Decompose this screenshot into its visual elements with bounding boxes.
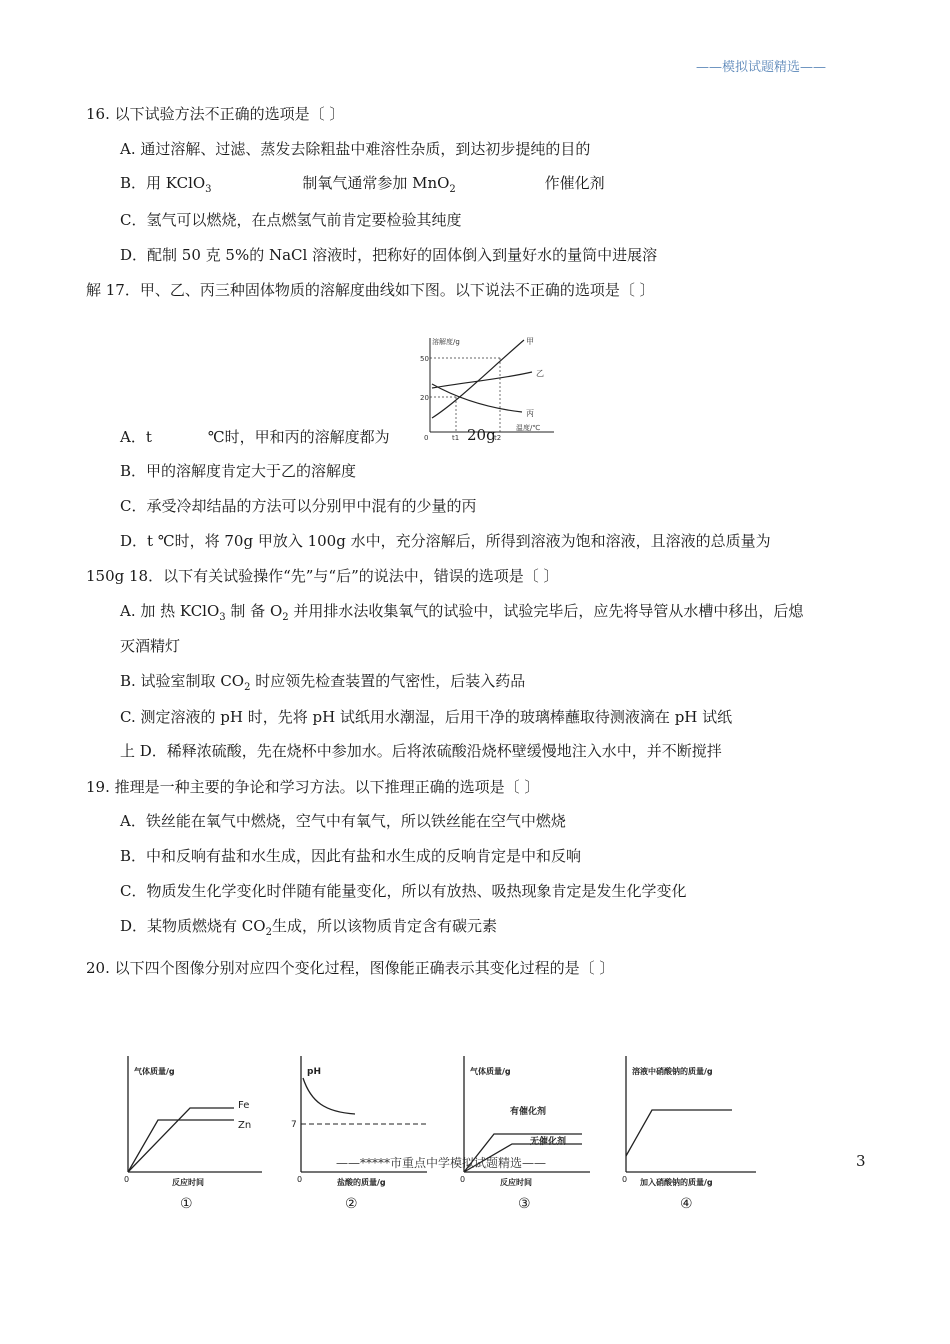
x-tick-t1: t1 <box>452 434 460 442</box>
q18-option-a-line2: 灭酒精灯 <box>120 637 181 655</box>
page-number: 3 <box>856 1152 866 1170</box>
label-with-catalyst: 有催化剂 <box>510 1107 547 1117</box>
y-axis-label: 气体质量/g <box>134 1067 175 1076</box>
origin-label: 0 <box>460 1175 466 1184</box>
ph-curve <box>303 1078 355 1114</box>
y-tick-20: 20 <box>420 394 429 402</box>
line-zn <box>128 1120 234 1172</box>
y-axis-label: 溶解度/g <box>432 338 460 346</box>
figure-number: ④ <box>680 1196 693 1212</box>
q20-stem: 20. 以下四个图像分别对应四个变化过程，图像能正确表示其变化过程的是〔 〕 <box>86 959 615 977</box>
q18-stem: 150g 18．以下有关试验操作“先”与“后”的说法中，错误的选项是〔 〕 <box>86 567 559 585</box>
curve-jia <box>432 340 524 418</box>
q19-option-c: C．物质发生化学变化时伴随有能量变化，所以有放热、吸热现象肯定是发生化学变化 <box>120 882 687 900</box>
q16-option-a: A. 通过溶解、过滤、蒸发去除粗盐中难溶性杂质，到达初步提纯的目的 <box>120 140 591 158</box>
q18-option-a: A. 加 热 KClO$_3$ 制 备 $O_2$ 并用排水法收集氧气的试验中，试验完毕后，应先将导管从水槽中移出，后熄 <box>120 602 804 623</box>
y-axis-label: pH <box>307 1067 321 1077</box>
origin-label: 0 <box>622 1175 628 1184</box>
q18-option-d: 上 D．稀释浓硫酸，先在烧杯中参加水。后将浓硫酸沿烧杯壁缓慢地注入水中，并不断搅拌 <box>120 742 722 760</box>
figure-2 <box>285 1048 435 1213</box>
q17-option-b: B．甲的溶解度肯定大于乙的溶解度 <box>120 462 357 480</box>
x-axis-label: 盐酸的质量/g <box>337 1178 386 1187</box>
figure-4 <box>610 1048 760 1213</box>
q19-option-d: D．某物质燃烧有 $CO_2$生成，所以该物质肯定含有碳元素 <box>120 917 497 938</box>
figure-number: ① <box>180 1196 193 1212</box>
q17-option-d: D．t ℃时，将 70g 甲放入 100g 水中，充分溶解后，所得到溶液为饱和溶液，且溶液的总质量为 <box>120 532 771 550</box>
y-axis-label: 气体质量/g <box>470 1067 511 1076</box>
figure-number: ③ <box>518 1196 531 1212</box>
curve-yi <box>432 372 532 388</box>
line-fe <box>128 1108 234 1172</box>
y-tick-50: 50 <box>420 355 429 363</box>
q16-option-c: C．氢气可以燃烧，在点燃氢气前肯定要检验其纯度 <box>120 211 462 229</box>
q17-option-a-value: 20g <box>467 426 496 444</box>
q18-option-c: C. 测定溶液的 pH 时，先将 pH 试纸用水潮湿，后用干净的玻璃棒蘸取待测液滴在 pH 试纸 <box>120 708 733 726</box>
page-footer: ——*****市重点中学模拟试题精选—— <box>336 1156 547 1170</box>
label-jia: 甲 <box>526 337 534 346</box>
label-bing: 丙 <box>526 409 534 418</box>
q16-option-d: D．配制 50 克 5%的 NaCl 溶液时，把称好的固体倒入到量好水的量筒中进展溶 <box>120 246 658 264</box>
label-zn: Zn <box>238 1120 252 1131</box>
sodium-nitrate-line <box>626 1110 732 1156</box>
q19-stem: 19. 推理是一种主要的争论和学习方法。以下推理正确的选项是〔 〕 <box>86 778 540 796</box>
q16-stem: 16. 以下试验方法不正确的选项是〔 〕 <box>86 105 345 123</box>
q19-option-b: B．中和反响有盐和水生成，因此有盐和水生成的反响肯定是中和反响 <box>120 847 582 865</box>
x-axis-label: 反应时间 <box>500 1178 532 1187</box>
x-axis-label: 温度/℃ <box>516 424 541 432</box>
origin-label: 0 <box>297 1175 303 1184</box>
q16-option-b: B．用 KClO$_3$ 制氧气通常参加 MnO$_2$ 作催化剂 <box>120 174 605 195</box>
origin-label: 0 <box>124 1175 130 1184</box>
figure-number: ② <box>345 1196 358 1212</box>
origin-label: 0 <box>424 434 429 442</box>
x-axis-label: 加入硝酸钠的质量/g <box>640 1178 713 1187</box>
label-yi: 乙 <box>536 369 544 378</box>
y-axis-label: 溶液中硝酸钠的质量/g <box>632 1067 713 1076</box>
label-without-catalyst: 无催化剂 <box>530 1137 567 1147</box>
x-axis-label: 反应时间 <box>172 1178 204 1187</box>
q17-stem: 解 17．甲、乙、丙三种固体物质的溶解度曲线如下图。以下说法不正确的选项是〔 〕 <box>86 281 655 299</box>
x-tick-t2: t2 <box>494 434 502 442</box>
q19-option-a: A．铁丝能在氧气中燃烧，空气中有氧气，所以铁丝能在空气中燃烧 <box>120 812 566 830</box>
label-fe: Fe <box>238 1100 250 1111</box>
q17-option-a: A．t ℃时，甲和丙的溶解度都为 <box>120 428 390 446</box>
y-tick-7: 7 <box>291 1120 297 1130</box>
page-header: ——模拟试题精选—— <box>696 60 827 75</box>
figure-3 <box>448 1048 598 1213</box>
q18-option-b: B. 试验室制取 $CO_2$ 时应领先检查装置的气密性，后装入药品 <box>120 672 526 693</box>
figure-1 <box>112 1048 272 1213</box>
q17-option-c: C．承受冷却结晶的方法可以分别甲中混有的少量的丙 <box>120 497 477 515</box>
